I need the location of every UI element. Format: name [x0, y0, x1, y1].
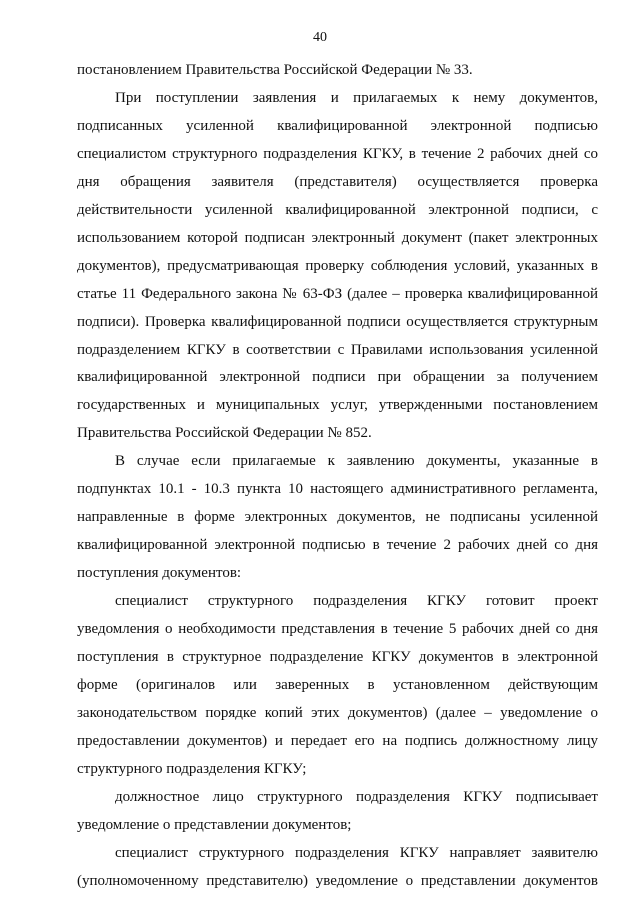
text-line: поступления в структурное подразделение КГКУ документов в электронной [77, 649, 598, 666]
text-line: В случае если прилагаемые к заявлению документы, указанные в [115, 453, 598, 470]
text-line: постановлением Правительства Российской Федерации № 33. [77, 62, 473, 78]
paragraph [77, 448, 598, 588]
text-line: (уполномоченному представителю) уведомление о представлении документов [77, 872, 598, 889]
paragraph [77, 588, 598, 784]
text-line: квалифицированной электронной подписью в течение 2 рабочих дней со дня [77, 537, 598, 554]
text-line: специалист структурного подразделения КГКУ направляет заявителю [115, 844, 598, 861]
text-line: государственных и муниципальных услуг, утвержденными постановлением [77, 397, 598, 414]
paragraph [77, 784, 598, 840]
document-body [77, 57, 598, 896]
text-line: структурного подразделения КГКУ; [77, 760, 307, 777]
text-line: квалифицированной электронной подписи при обращении за получением [77, 369, 598, 386]
text-line: направленные в форме электронных документов, не подписаны усиленной [77, 509, 598, 526]
text-line: поступления документов: [77, 565, 242, 582]
text-line: форме (оригиналов или заверенных в установленном действующим [77, 676, 598, 693]
text-line: предоставлении документов) и передает его на подпись должностному лицу [77, 732, 598, 749]
text-line: уведомления о необходимости представления в течение 5 рабочих дней со дня [77, 621, 598, 638]
text-line: должностное лицо структурного подразделения КГКУ подписывает [115, 788, 598, 805]
text-line: действительности усиленной квалифицированной электронной подписи, с [77, 201, 598, 218]
text-line: подписи). Проверка квалифицированной подписи осуществляется структурным [77, 313, 598, 330]
paragraph [77, 840, 598, 896]
text-line: подразделением КГКУ в соответствии с Правилами использования усиленной [77, 341, 598, 358]
text-line: При поступлении заявления и прилагаемых к нему документов, [115, 89, 598, 106]
text-line: Правительства Российской Федерации № 852. [77, 425, 372, 442]
text-line: уведомление о представлении документов; [77, 816, 352, 833]
text-line: статье 11 Федерального закона № 63-ФЗ (далее – проверка квалифицированной [77, 285, 598, 302]
text-line: специалистом структурного подразделения КГКУ, в течение 2 рабочих дней со [77, 145, 598, 162]
text-line: использованием которой подписан электронный документ (пакет электронных [77, 229, 598, 246]
page-number: 40 [313, 30, 327, 45]
text-line: дня обращения заявителя (представителя) осуществляется проверка [77, 173, 598, 190]
text-line: документов), предусматривающая проверку соблюдения условий, указанных в [77, 257, 598, 274]
text-line: специалист структурного подразделения КГКУ готовит проект [115, 593, 598, 610]
paragraph [77, 57, 598, 85]
text-line: подписанных усиленной квалифицированной электронной подписью [77, 117, 598, 134]
paragraph [77, 85, 598, 448]
text-line: законодательством порядке копий этих документов) (далее – уведомление о [77, 704, 598, 721]
text-line: подпунктах 10.1 - 10.3 пункта 10 настоящего административного регламента, [77, 481, 598, 498]
